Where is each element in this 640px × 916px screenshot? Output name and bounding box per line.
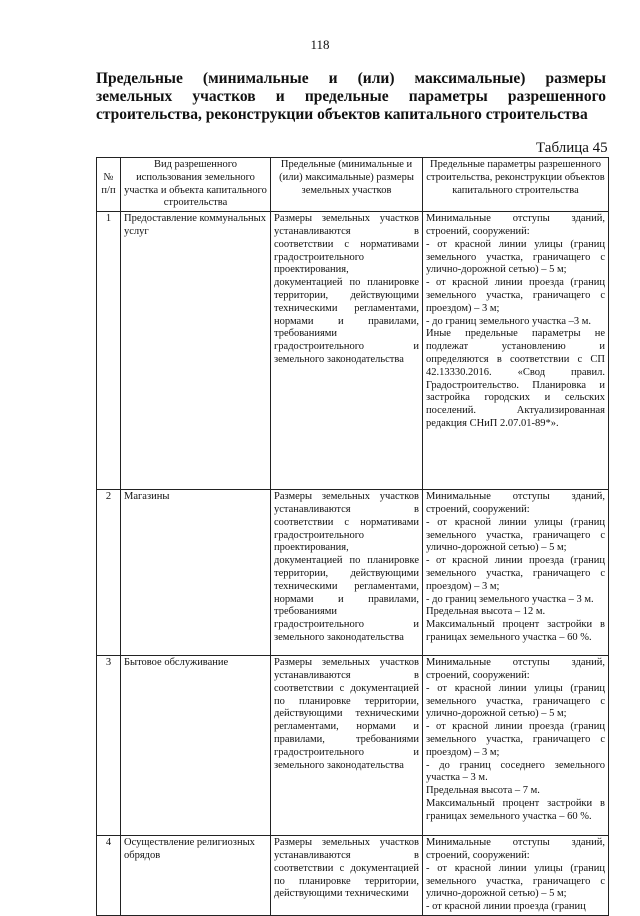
row-use: Бытовое обслуживание	[121, 656, 271, 836]
section-title	[96, 70, 606, 124]
row-params	[423, 656, 609, 836]
table-header-row	[97, 158, 609, 212]
param-line: - до границ земельного участка –3 м.	[426, 315, 592, 327]
param-line: Минимальные отступы зданий, строений, сооружений:	[426, 657, 605, 681]
header-use: Вид разрешенного использования земельного участка и объекта капитального строительства	[121, 158, 271, 212]
param-line: - от красной линии проезда (границ земельного участка, граничащего с проездом) – 3 м;	[426, 555, 605, 592]
table-row	[97, 490, 609, 656]
title-line: Предельные (минимальные и (или) максимальные) размеры	[96, 70, 606, 87]
row-use: Осуществление религиозных обрядов	[121, 836, 271, 916]
header-sizes: Предельные (минимальные и (или) максимальные) размеры земельных участков	[271, 158, 423, 212]
param-line: Минимальные отступы зданий, строений, сооружений:	[426, 213, 605, 237]
title-line: строительства, реконструкции объектов капитального строительства	[96, 106, 588, 123]
row-params	[423, 490, 609, 656]
row-number: 3	[97, 656, 121, 836]
title-line: земельных участков и предельные параметры разрешенного	[96, 88, 606, 105]
param-line: - от красной линии проезда (границ земельного участка, граничащего с проездом) – 3 м;	[426, 277, 605, 314]
header-params: Предельные параметры разрешенного строительства, реконструкции объектов капитального строительства	[423, 158, 609, 212]
param-line: Предельная высота – 12 м.	[426, 606, 546, 618]
row-sizes: Размеры земельных участков устанавливаются в соответствии с нормативами градостроительного проектирования, документацией по планировке территории, действующими техническими регламентами, нормами и правилами, требованиями градостроительного и земельного законодательства	[271, 212, 423, 490]
param-line: Максимальный процент застройки в границах земельного участка – 60 %.	[426, 797, 605, 822]
param-line: Предельная высота – 7 м.	[426, 785, 540, 797]
param-line: - от красной линии улицы (границ земельного участка, граничащего с улично-дорожной сетью) – 5 м;	[426, 238, 605, 276]
page-number: 118	[310, 37, 330, 52]
row-number: 4	[97, 836, 121, 916]
table-row	[97, 836, 609, 916]
row-use: Магазины	[121, 490, 271, 656]
param-line: - до границ соседнего земельного участка – 3 м.	[426, 759, 605, 784]
row-sizes: Размеры земельных участков устанавливаются в соответствии с нормативами градостроительного проектирования, документацией по планировке территории, действующими техническими регламентами, нормами и правилами, требованиями градостроительного и земельного законодательства	[271, 490, 423, 656]
row-sizes: Размеры земельных участков устанавливаются в соответствии с документацией по планировке территории, действующими техническими	[271, 836, 423, 916]
param-line: - от красной линии проезда (границ	[426, 901, 586, 913]
regulations-table	[96, 157, 609, 916]
param-line: - от красной линии улицы (границ земельного участка, граничащего с улично-дорожной сетью) – 5 м;	[426, 862, 605, 900]
table-caption: Таблица 45	[536, 140, 608, 156]
row-number: 2	[97, 490, 121, 656]
param-line: - от красной линии улицы (границ земельного участка, граничащего с улично-дорожной сетью) – 5 м;	[426, 682, 605, 720]
header-num: № п/п	[97, 158, 121, 212]
table-row	[97, 212, 609, 490]
param-line: Иные предельные параметры не подлежат установлению и определяются в соответствии с СП 42.13330.2016. «Свод правил. Градостроительство. Планировка и застройка городских и сельских поселений. Актуализированная редакция СНиП 2.07.01-89*».	[426, 328, 605, 429]
param-line: - от красной линии проезда (границ земельного участка, граничащего с проездом) – 3 м;	[426, 721, 605, 758]
row-params	[423, 212, 609, 490]
param-line: - от красной линии улицы (границ земельного участка, граничащего с улично-дорожной сетью) – 5 м;	[426, 516, 605, 554]
table-row	[97, 656, 609, 836]
row-sizes: Размеры земельных участков устанавливаются в соответствии с документацией по планировке территории, действующими техническими регламентами, нормами и правилами, требованиями градостроительного и земельного законодательства	[271, 656, 423, 836]
row-number: 1	[97, 212, 121, 490]
row-params	[423, 836, 609, 916]
row-use: Предоставление коммунальных услуг	[121, 212, 271, 490]
param-line: Максимальный процент застройки в границах земельного участка – 60 %.	[426, 619, 605, 643]
param-line: Минимальные отступы зданий, строений, сооружений:	[426, 491, 605, 515]
param-line: - до границ земельного участка – 3 м.	[426, 593, 594, 605]
param-line: Минимальные отступы зданий, строений, сооружений:	[426, 837, 605, 861]
